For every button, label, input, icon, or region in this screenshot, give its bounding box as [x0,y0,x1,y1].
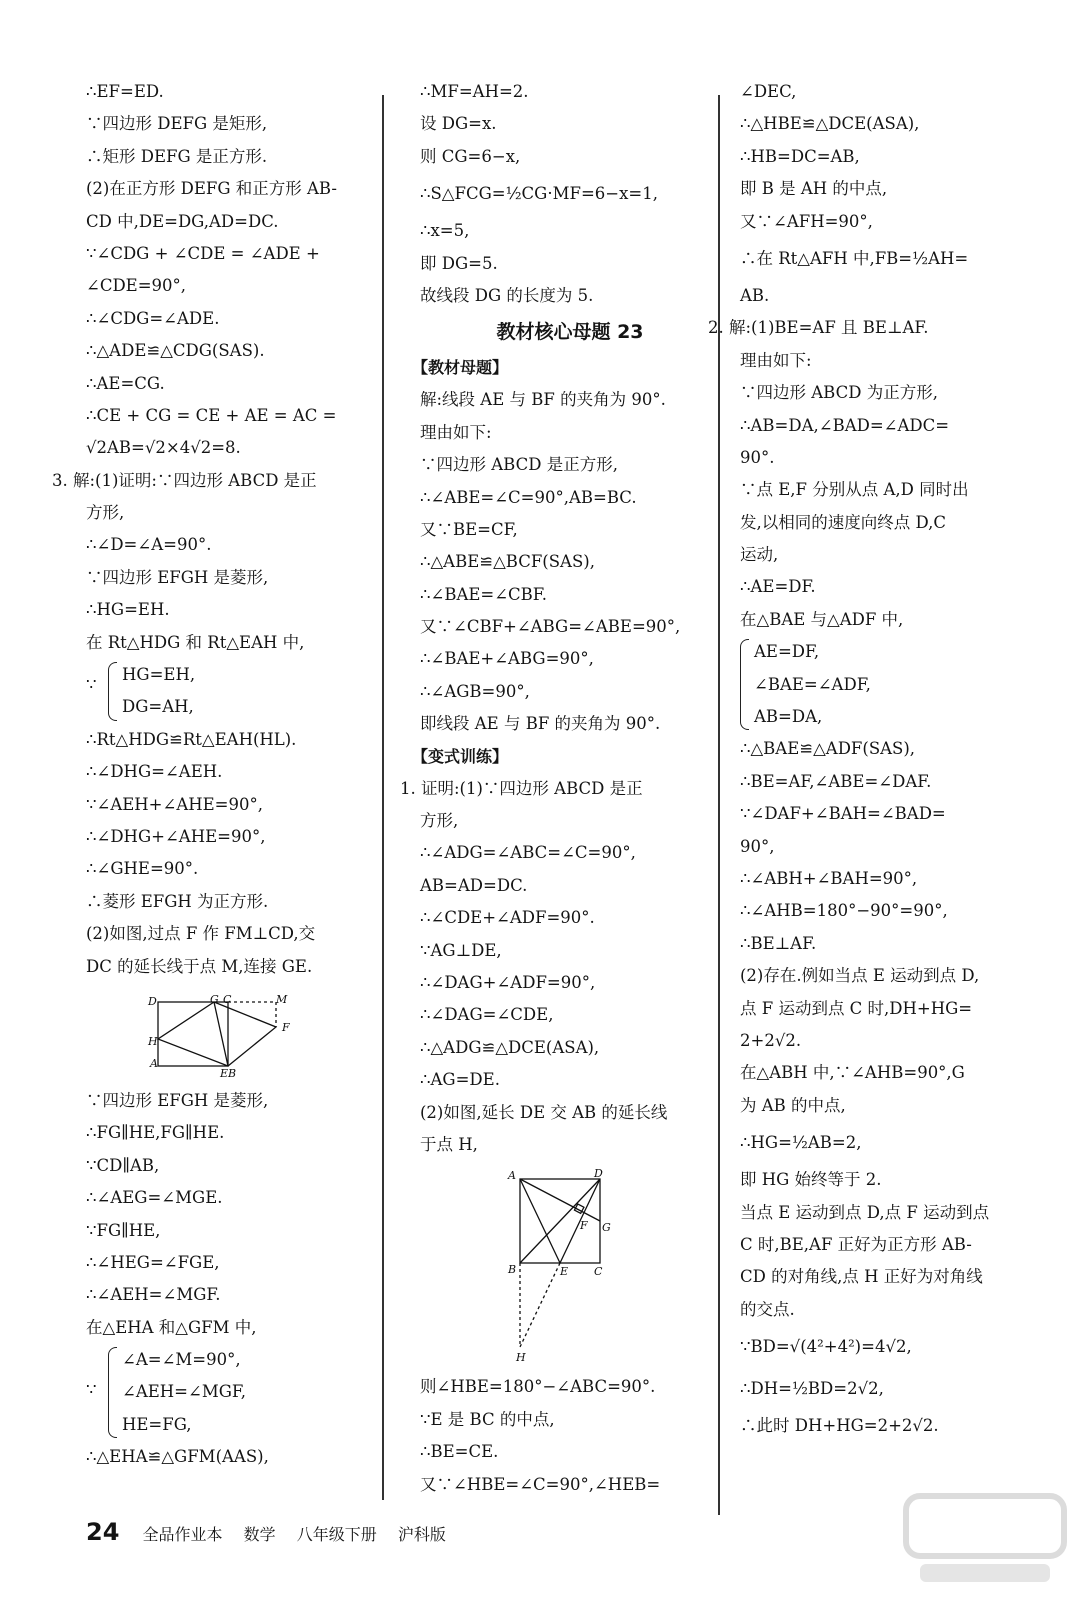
text-line: ∴△ABE≌△BCF(SAS), [420,552,595,572]
text-line: CD 中,DE=DG,AD=DC. [86,211,279,231]
text-line: ∴∠CDG=∠ADE. [86,308,220,328]
text-line: 的交点. [740,1299,795,1319]
figure-label: B [228,1066,237,1079]
text-line: ∵四边形 DEFG 是矩形, [86,114,268,134]
system-line: AE=DF, [754,642,820,662]
text-line: 解:线段 AE 与 BF 的夹角为 90°. [420,390,666,410]
text-line: 即线段 AE 与 BF 的夹角为 90°. [420,714,661,734]
system-line: HE=FG, [122,1414,192,1434]
text-line: ∵FG∥HE, [86,1220,161,1240]
text-line: ∴∠ABH+∠BAH=90°, [740,869,918,888]
text-line: ∴∠HEG=∠FGE, [86,1252,220,1272]
text-line: 又∵∠AFH=90°, [740,211,873,231]
text-line: ∴∠DHG=∠AEH. [86,762,223,782]
subsection-title: 【变式训练】 [412,746,509,766]
footer-book-title: 全品作业本 [142,1525,223,1544]
text-line: 理由如下: [420,422,492,442]
text-line: ∴∠D=∠A=90°. [86,535,212,555]
text-line: ∴BE=AF,∠ABE=∠DAF. [740,771,932,791]
equation-system [740,636,1060,733]
text-line: ∵E 是 BC 的中点, [420,1409,555,1429]
text-line: ∴CE + CG = CE + AE = AC = [86,405,337,425]
text-line: 于点 H, [420,1134,478,1154]
text-line: ∴矩形 DEFG 是正方形. [86,146,268,166]
figure-label: D [148,994,157,1008]
text-line: ∴FG∥HE,FG∥HE. [86,1123,225,1143]
text-line: ∴AE=CG. [86,373,165,393]
segment-de [560,1179,600,1263]
text-line: ∴BE=CE. [420,1442,499,1462]
text-line: 故线段 DG 的长度为 5. [420,285,594,305]
figure-label: H [148,1034,158,1048]
segment-ag [520,1179,600,1221]
column-divider-1 [382,95,384,1500]
text-line: ∴∠AEH=∠MGF. [86,1285,221,1305]
text-line: ∴∠CDE+∠ADF=90°. [420,908,595,928]
system-line: AB=DA, [754,707,823,727]
geometry-figure-square-extended [420,1165,720,1365]
text-line: ∴△EHA≌△GFM(AAS), [86,1447,269,1467]
text-line: ∴∠DAG+∠ADF=90°, [420,972,596,992]
text-line: ∴EF=ED. [86,82,164,101]
text-line: ∴△ADE≌△CDG(SAS). [86,341,265,361]
figure-label: A [150,1056,158,1070]
text-line: ∠DEC, [740,82,797,101]
figure-label: H [516,1351,526,1365]
figure-label: B [508,1263,517,1277]
column-left [52,76,376,1474]
figure-label: C [223,992,232,1006]
text-line: 即 DG=5. [420,253,498,273]
text-line: 又∵∠CBF+∠ABG=∠ABE=90°, [420,617,681,637]
text-line: ∠CDE=90°, [86,276,187,296]
brace-icon [108,662,117,721]
question-1-heading: 1. 证明:(1)∵四边形 ABCD 是正 [400,778,643,798]
text-line: 设 DG=x. [420,114,497,134]
text-line: ∴AG=DE. [420,1070,500,1090]
system-line: DG=AH, [122,697,194,717]
text-line: 方形, [420,811,459,831]
text-line: ∴S△FCG=½CG·MF=6−x=1, [420,184,658,204]
text-line: 在△ABH 中,∵∠AHB=90°,G [740,1063,965,1083]
page-number: 24 [86,1518,120,1546]
text-line: ∴AE=DF. [740,577,816,597]
geometry-figure-square-rhombus [86,987,376,1079]
system-line: ∠BAE=∠ADF, [754,674,871,694]
text-line: ∴菱形 EFGH 为正方形. [86,891,269,911]
text-line: 运动, [740,545,779,565]
text-line: ∴AB=DA,∠BAD=∠ADC= [740,415,950,435]
footer-edition: 沪科版 [397,1525,446,1544]
section-title: 教材核心母题 23 [496,321,644,344]
text-line: ∵CD∥AB, [86,1155,160,1175]
figure-label: G [602,1221,611,1235]
text-line: √2AB=√2×4√2=8. [86,438,241,458]
brace-icon [740,639,749,730]
text-line: ∵∠AEH+∠AHE=90°, [86,794,263,814]
text-line: ∵∠CDG + ∠CDE = ∠ADE + [86,243,320,263]
segment-eh [520,1263,560,1347]
because-symbol: ∵ [86,1380,97,1400]
text-line: 点 F 运动到点 C 时,DH+HG= [740,998,973,1018]
text-line: ∴x=5, [420,221,470,241]
text-line: ∴HB=DC=AB, [740,146,860,166]
text-line: ∴∠AHB=180°−90°=90°, [740,901,948,921]
text-line: ∴△HBE≌△DCE(ASA), [740,114,920,134]
system-line: ∠AEH=∠MGF, [122,1382,247,1402]
text-line: AB. [740,285,770,305]
text-line: ∴∠ADG=∠ABC=∠C=90°, [420,843,636,863]
figure-label: G [210,992,219,1006]
figure-label: C [594,1265,603,1279]
figure-label: A [508,1169,516,1183]
text-line: 即 B 是 AH 的中点, [740,179,888,199]
text-line: DC 的延长线于点 M,连接 GE. [86,956,313,976]
text-line: ∵四边形 ABCD 为正方形, [740,383,938,403]
text-line: AB=AD=DC. [420,875,528,895]
text-line: 方形, [86,503,125,523]
text-line: ∴在 Rt△AFH 中,FB=½AH= [740,248,969,268]
brace-icon [108,1347,117,1438]
text-line: ∴∠DAG=∠CDE, [420,1005,554,1025]
rhombus-efgh [158,1002,276,1066]
footer-grade: 八年级下册 [296,1525,377,1544]
text-line: ∵四边形 EFGH 是菱形, [86,1090,269,1110]
figure-label: E [220,1066,229,1079]
subsection-title: 【教材母题】 [412,358,509,378]
text-line: ∴∠BAE=∠CBF. [420,584,547,604]
equation-system [86,659,376,724]
text-line: 90°, [740,836,775,856]
question-2-heading: 2. 解:(1)BE=AF 且 BE⊥AF. [708,318,929,338]
text-line: ∴BE⊥AF. [740,933,817,953]
text-line: 则∠HBE=180°−∠ABC=90°. [420,1377,656,1397]
figure-label: M [276,992,288,1006]
system-line: ∠A=∠M=90°, [122,1350,241,1370]
text-line: 又∵BE=CF, [420,519,518,539]
watermark-logo-icon [900,1490,1070,1590]
text-line: 又∵∠HBE=∠C=90°,∠HEB= [420,1474,661,1494]
figure-label: D [594,1167,603,1181]
column-right [708,76,1060,1442]
text-line: 理由如下: [740,350,812,370]
text-line: 发,以相同的速度向终点 D,C [740,512,947,532]
text-line: 90°. [740,447,775,467]
column-middle [400,76,720,1501]
text-line: ∴MF=AH=2. [420,82,529,101]
text-line: ∴HG=EH. [86,600,170,620]
text-line: (2)如图,过点 F 作 FM⊥CD,交 [86,924,316,944]
text-line: 2+2√2. [740,1030,802,1050]
text-line: ∴此时 DH+HG=2+2√2. [740,1416,939,1436]
text-line: ∴DH=½BD=2√2, [740,1379,884,1399]
text-line: ∴△ADG≌△DCE(ASA), [420,1037,600,1057]
text-line: 当点 E 运动到点 D,点 F 运动到点 [740,1202,990,1222]
text-line: 在 Rt△HDG 和 Rt△EAH 中, [86,632,305,652]
text-line: ∵四边形 ABCD 是正方形, [420,455,618,475]
text-line: CD 的对角线,点 H 正好为对角线 [740,1267,983,1287]
text-line: ∴∠GHE=90°. [86,859,199,879]
text-line: ∴∠AEG=∠MGE. [86,1188,223,1208]
text-line: (2)如图,延长 DE 交 AB 的延长线 [420,1102,668,1122]
text-line: C 时,BE,AF 正好为正方形 AB- [740,1234,972,1254]
text-line: ∵BD=√(4²+4²)=4√2, [740,1337,912,1357]
text-line: ∴△BAE≌△ADF(SAS), [740,739,916,759]
segment-bd [520,1179,600,1263]
figure-label: F [282,1020,290,1034]
square-abcd [158,1002,228,1066]
text-line: 在△EHA 和△GFM 中, [86,1317,257,1337]
text-line: 即 HG 始终等于 2. [740,1170,882,1190]
page-footer [86,1512,462,1552]
text-line: ∵四边形 EFGH 是菱形, [86,567,269,587]
text-line: ∴∠DHG+∠AHE=90°, [86,827,266,846]
segment-ge [214,1002,228,1066]
segment-ae [520,1179,560,1263]
system-line: HG=EH, [122,665,196,685]
text-line: ∴HG=½AB=2, [740,1133,862,1153]
text-line: (2)在正方形 DEFG 和正方形 AB- [86,179,337,199]
text-line: ∵∠DAF+∠BAH=∠BAD= [740,804,946,824]
text-line: ∵AG⊥DE, [420,940,502,960]
text-line: 在△BAE 与△ADF 中, [740,609,904,629]
text-line: 为 AB 的中点, [740,1095,846,1115]
figure-label: E [560,1265,569,1279]
text-line: ∴∠BAE+∠ABG=90°, [420,649,594,669]
question-3-heading: 3. 解:(1)证明:∵四边形 ABCD 是正 [52,470,317,490]
because-symbol: ∵ [86,675,97,695]
footer-subject: 数学 [243,1525,276,1544]
figure-label: F [580,1219,588,1233]
text-line: ∴Rt△HDG≌Rt△EAH(HL). [86,729,297,749]
text-line: ∴∠ABE=∠C=90°,AB=BC. [420,487,637,507]
equation-system [86,1344,376,1441]
text-line: 则 CG=6−x, [420,146,521,166]
text-line: (2)存在.例如当点 E 运动到点 D, [740,966,980,986]
text-line: ∵点 E,F 分别从点 A,D 同时出 [740,480,969,500]
text-line: ∴∠AGB=90°, [420,681,530,701]
